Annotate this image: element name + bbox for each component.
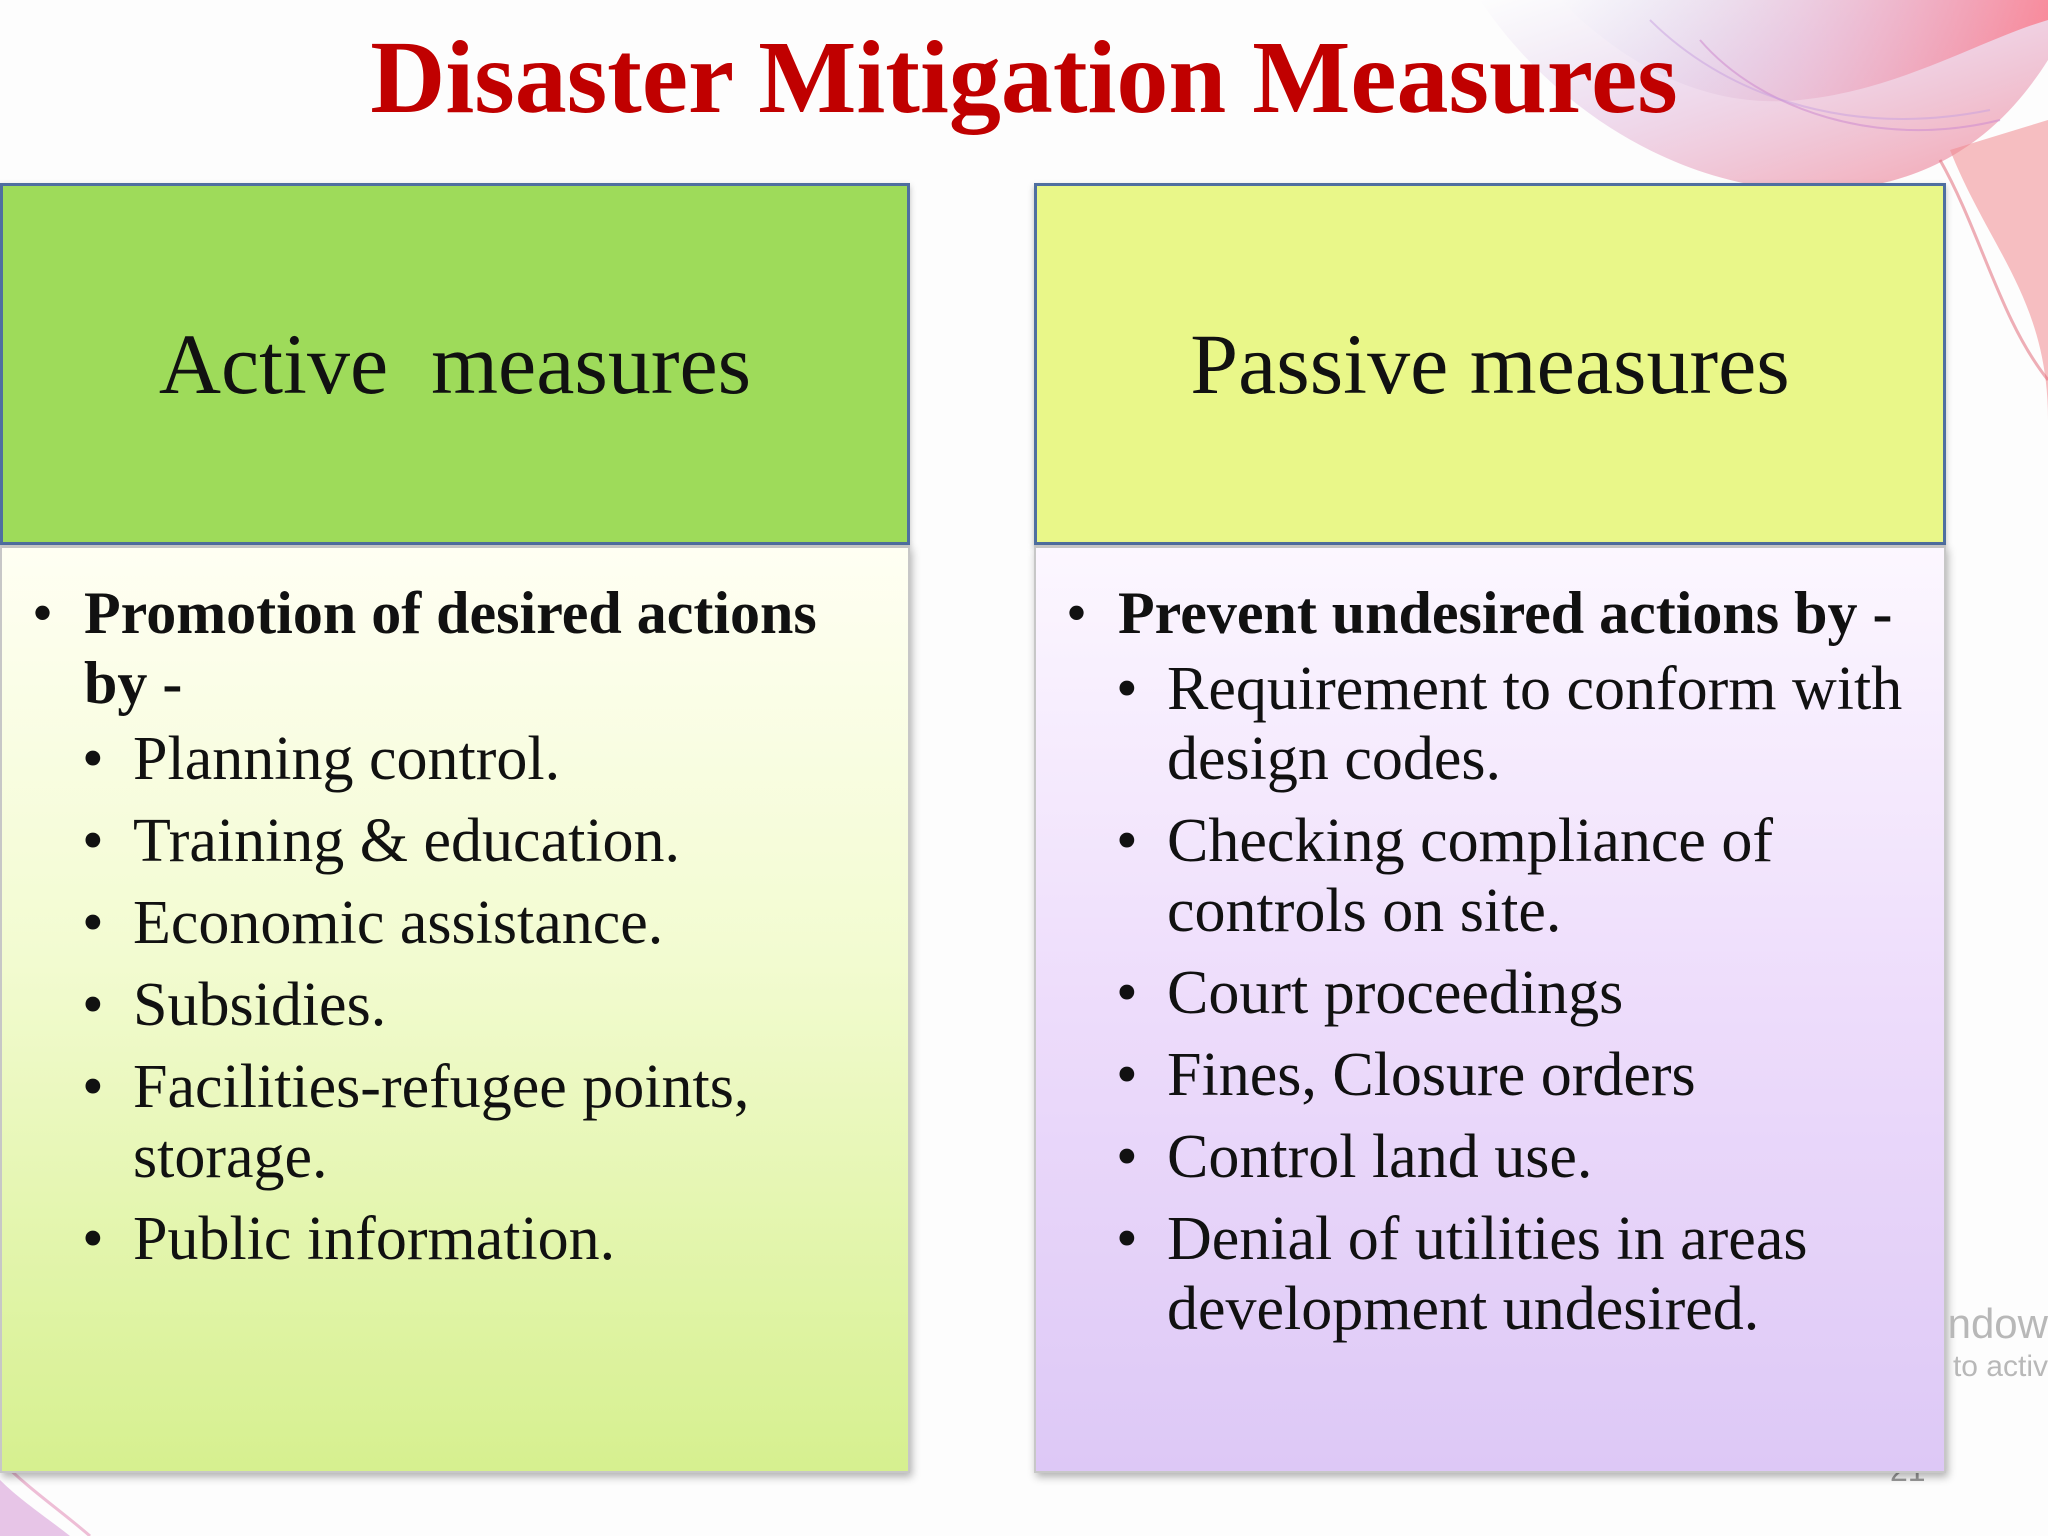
passive-measures-panel — [1034, 183, 1946, 1473]
active-sub-list — [32, 724, 888, 1274]
list-item-text: Court proceedings — [1167, 959, 1624, 1027]
list-item — [32, 806, 888, 876]
list-item — [1066, 654, 1924, 794]
list-item-text: Requirement to conform with design codes. — [1167, 655, 1903, 793]
list-item — [1066, 1204, 1924, 1344]
active-measures-body — [0, 545, 910, 1473]
bullet-icon: • — [1116, 807, 1138, 875]
passive-sub-list — [1066, 654, 1924, 1344]
passive-lead-item — [1066, 578, 1924, 648]
active-lead-text: Promotion of desired actions by - — [84, 580, 817, 716]
bullet-icon: • — [1116, 1041, 1138, 1109]
bullet-icon: • — [1116, 1205, 1138, 1273]
passive-measures-body — [1034, 545, 1946, 1473]
passive-measures-header: Passive measures — [1034, 183, 1946, 545]
list-item — [32, 1204, 888, 1274]
bullet-icon: • — [1066, 580, 1088, 646]
active-measures-header: Active measures — [0, 183, 910, 545]
list-item-text: Checking compliance of controls on site. — [1167, 807, 1774, 945]
list-item — [1066, 1040, 1924, 1110]
bullet-icon: • — [1116, 959, 1138, 1027]
active-lead-item — [32, 578, 888, 718]
passive-lead-text: Prevent undesired actions by - — [1118, 580, 1893, 646]
list-item — [32, 970, 888, 1040]
list-item-text: Subsidies. — [133, 971, 387, 1039]
list-item — [1066, 1122, 1924, 1192]
list-item-text: Fines, Closure orders — [1167, 1041, 1696, 1109]
bullet-icon: • — [82, 807, 104, 875]
list-item-text: Public information. — [133, 1205, 616, 1273]
bullet-icon: • — [82, 889, 104, 957]
passive-measures-list — [1066, 578, 1924, 648]
activation-watermark-line1: ndow — [1947, 1300, 2048, 1347]
bullet-icon: • — [82, 725, 104, 793]
active-measures-list — [32, 578, 888, 718]
bullet-icon: • — [1116, 655, 1138, 723]
bullet-icon: • — [1116, 1123, 1138, 1191]
activation-watermark-line2: to activ — [1952, 1350, 2048, 1383]
list-item — [1066, 806, 1924, 946]
bullet-icon: • — [82, 1205, 104, 1273]
list-item-text: Control land use. — [1167, 1123, 1593, 1191]
list-item-text: Denial of utilities in areas development undesired. — [1167, 1205, 1808, 1343]
list-item-text: Economic assistance. — [133, 889, 664, 957]
list-item — [1066, 958, 1924, 1028]
list-item-text: Training & education. — [133, 807, 681, 875]
list-item — [32, 724, 888, 794]
active-measures-panel — [0, 183, 910, 1473]
bullet-icon: • — [82, 971, 104, 1039]
slide-title: Disaster Mitigation Measures — [370, 20, 1678, 135]
list-item-text: Facilities-refugee points, storage. — [133, 1053, 750, 1191]
list-item-text: Planning control. — [133, 725, 561, 793]
list-item — [32, 888, 888, 958]
bullet-icon: • — [32, 580, 54, 646]
list-item — [32, 1052, 888, 1192]
bullet-icon: • — [82, 1053, 104, 1121]
